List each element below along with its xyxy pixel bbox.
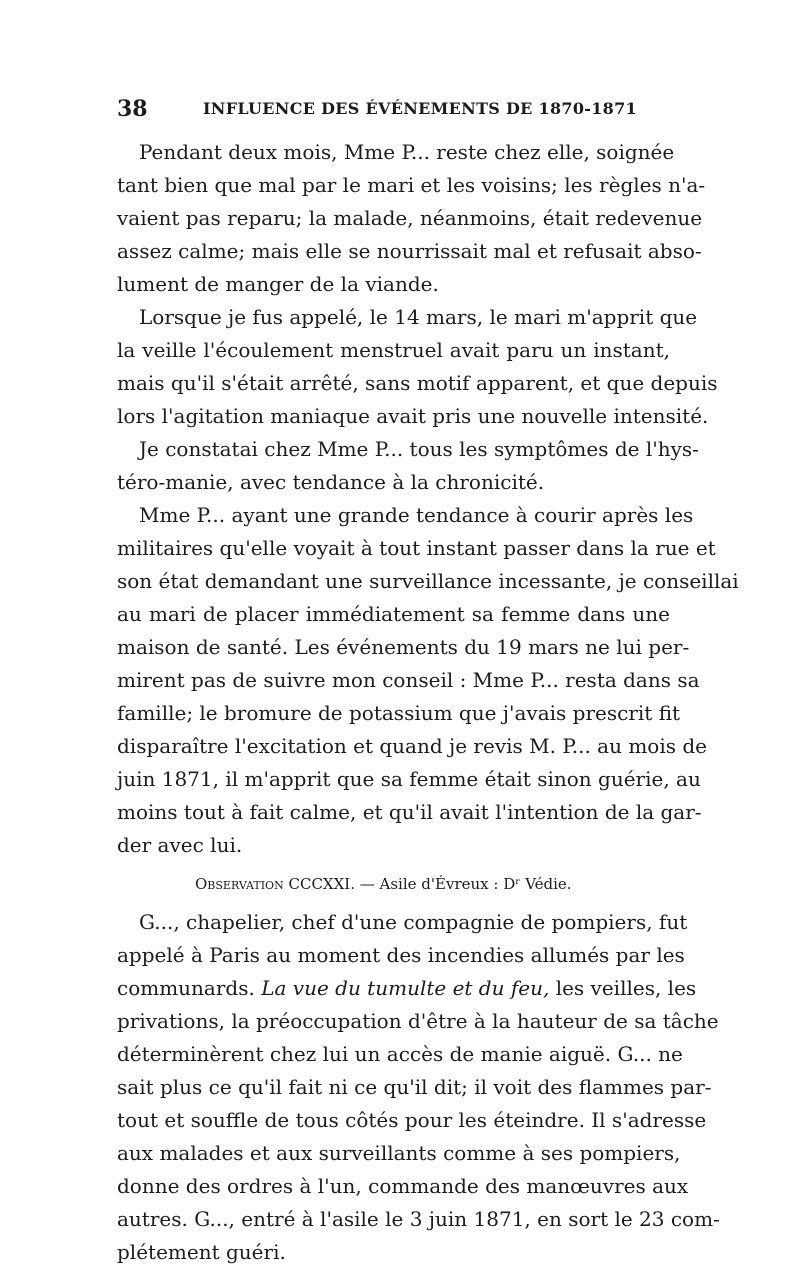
- text-line: tant bien que mal par le mari et les voisins; les règles n'a-: [117, 173, 706, 197]
- text-line: plétement guéri.: [117, 1240, 286, 1264]
- text-line: mirent pas de suivre mon conseil : Mme P... resta dans sa: [117, 668, 700, 692]
- page-number: 38: [117, 96, 148, 122]
- text-line: privations, la préoccupation d'être à la hauteur de sa tâche: [117, 1009, 719, 1033]
- text-line: disparaître l'excitation et quand je revis M. P... au mois de: [117, 734, 707, 758]
- text-line: sait plus ce qu'il fait ni ce qu'il dit; il voit des flammes par-: [117, 1075, 712, 1099]
- text-line: assez calme; mais elle se nourrissait mal et refusait abso-: [117, 239, 702, 263]
- text-line: son état demandant une surveillance incessante, je conseillai: [117, 569, 739, 593]
- text-line: mais qu'il s'était arrêté, sans motif apparent, et que depuis: [117, 371, 718, 395]
- observation-label: Observation: [195, 875, 284, 893]
- text-line: tout et souffle de tous côtés pour les éteindre. Il s'adresse: [117, 1108, 707, 1132]
- text-line: donne des ordres à l'un, commande des manœuvres aux: [117, 1174, 689, 1198]
- text-line: lors l'agitation maniaque avait pris une nouvelle intensité.: [117, 404, 709, 428]
- text-line: lument de manger de la viande.: [117, 272, 439, 296]
- text-line: Mme P... ayant une grande tendance à courir après les: [139, 503, 694, 527]
- text-line: au mari de placer immédiatement sa femme dans une: [117, 602, 670, 626]
- observation-number: CCCXXI.: [288, 875, 355, 893]
- text-line: téro-manie, avec tendance à la chronicité.: [117, 470, 545, 494]
- text-line: vaient pas reparu; la malade, néanmoins, était redevenue: [117, 206, 703, 230]
- text-line: Pendant deux mois, Mme P... reste chez elle, soignée: [139, 140, 675, 164]
- text-line: maison de santé. Les événements du 19 mars ne lui per-: [117, 635, 690, 659]
- text-line: la veille l'écoulement menstruel avait paru un instant,: [117, 338, 670, 362]
- text-line: famille; le bromure de potassium que j'avais prescrit fit: [117, 701, 681, 725]
- text-line: déterminèrent chez lui un accès de manie aiguë. G... ne: [117, 1042, 683, 1066]
- text-segment: les veilles, les: [555, 976, 697, 1000]
- text-line: appelé à Paris au moment des incendies allumés par les: [117, 943, 685, 967]
- observation-source: — Asile d'Évreux : Dʳ Védie.: [359, 875, 572, 893]
- text-line: Je constatai chez Mme P... tous les symptômes de l'hys-: [139, 437, 699, 461]
- text-line: aux malades et aux surveillants comme à ses pompiers,: [117, 1141, 681, 1165]
- text-segment: communards.: [117, 976, 255, 1000]
- text-line: juin 1871, il m'apprit que sa femme était sinon guérie, au: [117, 767, 701, 791]
- text-line: G..., chapelier, chef d'une compagnie de pompiers, fut: [139, 910, 688, 934]
- text-line: Lorsque je fus appelé, le 14 mars, le mari m'apprit que: [139, 305, 698, 329]
- text-line: autres. G..., entré à l'asile le 3 juin 1871, en sort le 23 com-: [117, 1207, 720, 1231]
- page-header: [117, 96, 677, 126]
- running-head: INFLUENCE DES ÉVÉNEMENTS DE 1870-1871: [203, 99, 637, 118]
- text-line: der avec lui.: [117, 833, 243, 857]
- italic-phrase: La vue du tumulte et du feu,: [261, 976, 550, 1000]
- text-line: moins tout à fait calme, et qu'il avait l'intention de la gar-: [117, 800, 702, 824]
- text-line-with-italic: [117, 972, 697, 1005]
- text-line: militaires qu'elle voyait à tout instant passer dans la rue et: [117, 536, 716, 560]
- observation-heading: [195, 870, 572, 898]
